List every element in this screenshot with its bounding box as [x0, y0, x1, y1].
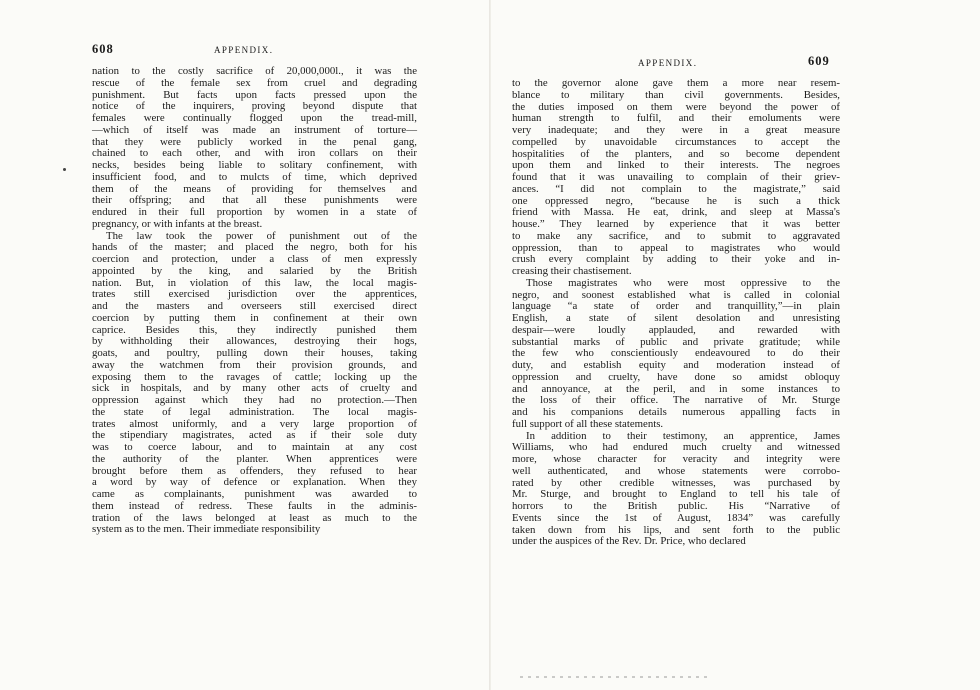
text-line: notice of the inquirers, proving beyond dispute that [92, 100, 417, 113]
text-line: negro, and soonest established what is called in colonial [512, 288, 840, 301]
text-line: exposing them to the ravages of cattle; locking up the [92, 370, 417, 383]
text-line: one oppressed negro, “because he is such a thick [512, 194, 840, 207]
text-line: rescue of the female sex from cruel and degrading [92, 76, 417, 89]
text-line: Williams, who had endured much cruelty and witnessed [512, 441, 840, 454]
text-line: caprice. Besides this, they indirectly punished them [92, 323, 417, 336]
text-line: the duties imposed on them were beyond the power of [512, 100, 840, 113]
text-line: them instead of redress. These faults in the adminis- [92, 499, 417, 512]
text-line: the few who conscientiously endeavoured to do their [512, 347, 840, 360]
text-line: nation to the costly sacrifice of 20,000,000l., it was the [92, 65, 417, 77]
text-line: house.” They learned by experience that it was better [512, 218, 840, 230]
text-line: the stipendiary magistrates, acted as if their sole duty [92, 429, 417, 442]
text-line: English, a state of silent desolation and unresisting [512, 312, 840, 324]
text-line: Those magistrates who were most oppressive to the [526, 276, 840, 289]
text-line: Events since the 1st of August, 1834” was carefully [512, 511, 840, 524]
left-running-head: APPENDIX. [214, 45, 274, 55]
text-line: friend with Massa. He eat, drink, and sleep at Massa's [512, 206, 840, 219]
text-line: by withholding their allowances, destroying their hogs, [92, 335, 417, 348]
text-line: The law took the power of punishment out of the [106, 229, 417, 242]
text-line: chained to each other, and with iron collars on their [92, 147, 417, 160]
text-line: horrors to the British public. His “Narrative of [512, 500, 840, 512]
right-page-body [512, 78, 840, 548]
text-line: insufficient food, and to mulcts of time, which deprived [92, 170, 417, 183]
text-line: sick in hospitals, and by many other acts of cruelty and [92, 382, 417, 395]
text-line: blance to military than civil governments. Besides, [512, 88, 840, 101]
text-line: and the masters and overseers still exercised direct [92, 300, 417, 312]
text-line: —which of itself was made an instrument of torture— [92, 123, 417, 136]
text-line: came as complainants, punishment was awarded to [92, 488, 417, 500]
text-line: substantial marks of public and private gratitude; while [512, 335, 840, 348]
left-page-number: 608 [92, 42, 114, 56]
text-line: trates almost uniformly, and a very large proportion of [92, 417, 417, 430]
text-line: duty, and establish equity and moderation instead of [512, 359, 840, 371]
text-line: the loss of their office. The narrative of Mr. Sturge [512, 394, 840, 407]
text-line: under the auspices of the Rev. Dr. Price, who declared [512, 535, 746, 548]
text-line: creasing their chastisement. [512, 265, 632, 277]
text-line: females were continually flogged upon the tread-mill, [92, 112, 417, 124]
text-line: that they were publicly worked in the penal gang, [92, 135, 417, 148]
text-line: coercion by putting them in confinement at their own [92, 311, 417, 324]
text-line: goats, and poultry, pulling down their houses, taking [92, 347, 417, 359]
text-line: hospitalities of the planters, and so become dependent [512, 147, 840, 160]
text-line: tration of the laws belonged at least as much to the [92, 511, 417, 524]
left-page-body [92, 66, 417, 536]
scan-artifact [520, 676, 710, 678]
text-line: a word by way of defence or explanation. When they [92, 476, 417, 489]
text-line: human strength to fulfil, and their emoluments were [512, 112, 840, 125]
text-line: was to coerce labour, and to maintain at any cost [92, 441, 417, 453]
text-line: ances. “I did not complain to the magistrate,” said [512, 182, 840, 195]
text-line: more, whose character for veracity and integrity were [512, 453, 840, 465]
text-line: found that it was unavailing to complain of their griev- [512, 171, 840, 183]
text-line: crush every complaint by adding to their yoke and in- [512, 253, 840, 266]
text-line: brought before them as offenders, they refused to hear [92, 464, 417, 477]
text-line: system as to the men. Their immediate responsibility [92, 523, 321, 536]
text-line: necks, besides being liable to solitary confinement, with [92, 159, 417, 171]
text-line: nation. But, in violation of this law, the local magis- [92, 276, 417, 289]
text-line: trates still exercised jurisdiction over the apprentices, [92, 288, 417, 301]
text-line: pregnancy, or with infants at the breast. [92, 217, 263, 230]
text-line: taken down from his lips, and sent forth to the public [512, 523, 840, 536]
text-line: Mr. Sturge, and brought to England to tell his tale of [512, 488, 840, 501]
text-line: upon them and linked to their interests. The negroes [512, 159, 840, 172]
text-line: punishment. But facts upon facts pressed upon the [92, 88, 417, 101]
text-line: In addition to their testimony, an apprentice, James [526, 429, 840, 442]
text-line: well authenticated, and whose statements were corrobo- [512, 464, 840, 477]
text-line: hands of the master; and placed the negro, both for his [92, 241, 417, 254]
right-running-head: APPENDIX. [638, 58, 698, 68]
text-line: oppression, than to appeal to magistrates who would [512, 241, 840, 254]
text-line: the state of legal administration. The local magis- [92, 405, 417, 418]
text-line: them of the means of providing for themselves and [92, 182, 417, 195]
text-line: away the watchmen from their provision grounds, and [92, 358, 417, 371]
text-line: and annoyance, at the peril, and in some instances to [512, 382, 840, 395]
text-line: oppression against which they had no protection.—Then [92, 394, 417, 406]
text-line: the authority of the planter. When apprentices were [92, 452, 417, 465]
text-line: appointed by the king, and salaried by the British [92, 264, 417, 277]
text-line: full support of all these statements. [512, 417, 664, 430]
text-line: and his companions details numerous appalling facts in [512, 406, 840, 418]
text-line: very inadequate; and they were in a great measure [512, 124, 840, 136]
text-line: to make any sacrifice, and to submit to aggravated [512, 229, 840, 242]
text-line: despair—were loudly applauded, and rewarded with [512, 323, 840, 336]
text-line: endured in their full proportion by women in a state of [92, 206, 417, 218]
text-line: language “a state of order and tranquillity,”—in plain [512, 300, 840, 313]
text-line: rated by other credible witnesses, was purchased by [512, 476, 840, 489]
text-line: compelled by unavoidable circumstances to accept the [512, 135, 840, 148]
text-line: their offspring; and that all these punishments were [92, 194, 417, 207]
margin-speck [63, 168, 66, 171]
text-line: to the governor alone gave them a more near resem- [512, 77, 840, 89]
text-line: oppression and cruelty, have done so amidst obloquy [512, 370, 840, 383]
right-page-number: 609 [808, 54, 830, 68]
text-line: coercion and protection, under a class of men expressly [92, 253, 417, 265]
